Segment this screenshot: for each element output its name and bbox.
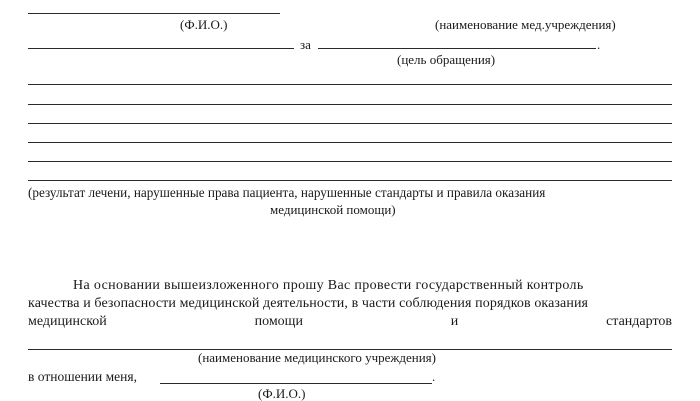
result-blank-line-2: [28, 104, 672, 105]
fio-bottom-label: (Ф.И.О.): [258, 386, 306, 401]
request-line2: качества и безопасности медицинской деятельности, в части соблюдения порядков оказания: [28, 296, 589, 311]
purpose-blank-line: [318, 48, 596, 49]
fio-top-label: (Ф.И.О.): [180, 17, 228, 32]
result-description-line2: медицинской помощи): [270, 202, 396, 217]
result-blank-line-4: [28, 142, 672, 143]
med-institution-label: (наименование мед.учреждения): [435, 17, 616, 32]
regarding-me-label: в отношении меня,: [28, 369, 137, 384]
request-word-4: стандартов: [606, 314, 672, 329]
request-word-1: медицинской: [28, 314, 107, 329]
request-line1: На основании вышеизложенного прошу Вас провести государственный контроль: [73, 278, 584, 293]
za-left-blank-line: [28, 48, 294, 49]
result-blank-line-3: [28, 123, 672, 124]
request-line3: [28, 313, 672, 331]
regarding-dot: .: [432, 369, 436, 384]
regarding-fio-blank-line: [160, 383, 432, 384]
purpose-label: (цель обращения): [397, 52, 496, 67]
za-word: за: [300, 37, 311, 52]
result-blank-line-5: [28, 161, 672, 162]
result-description-line1: (результат лечени, нарушенные права пациента, нарушенные стандарты и правила оказания: [28, 185, 546, 200]
request-word-3: и: [450, 314, 459, 329]
institution-full-label: (наименование медицинского учреждения): [198, 350, 436, 365]
request-word-2: помощи: [254, 314, 303, 329]
fio-top-blank-line: [28, 13, 280, 14]
result-blank-line-6: [28, 180, 672, 181]
purpose-dot: .: [597, 37, 601, 52]
result-blank-line-1: [28, 84, 672, 85]
